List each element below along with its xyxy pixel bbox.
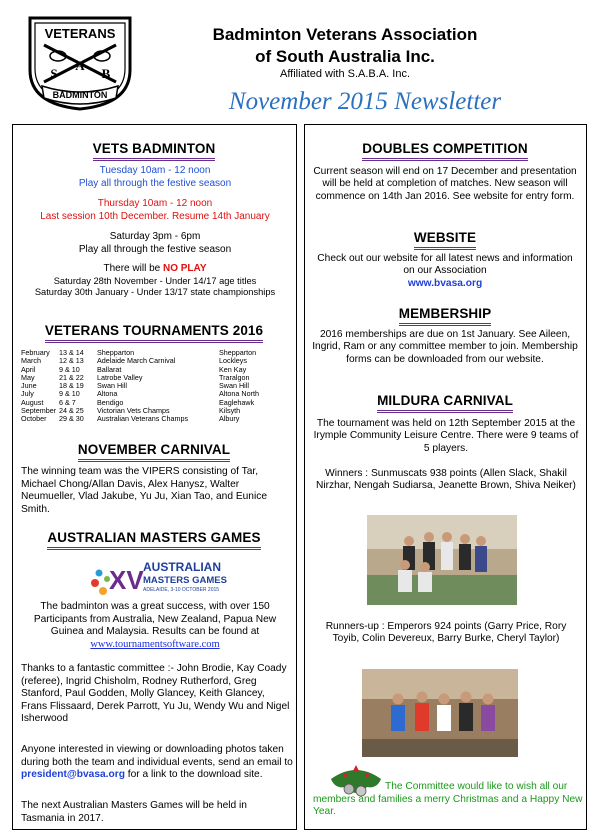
saturday-time: Saturday 3pm - 6pm xyxy=(109,231,201,242)
november-carnival-body: The winning team was the VIPERS consisting of Tar, Michael Chong/Allan Davis, Alex Hanysz, Walter Neumueller, Vlad Jakube, Yu Ju, Xian Tao, and Eunice Smith. xyxy=(21,466,267,515)
logo-top-text: VETERANS xyxy=(44,26,116,41)
tournament-event: Victorian Vets Champs xyxy=(97,406,170,416)
tournaments-heading: VETERANS TOURNAMENTS 2016 xyxy=(13,323,295,343)
masters-games-line2: MASTERS GAMES xyxy=(143,575,227,586)
website-url-link[interactable]: www.bvasa.org xyxy=(407,277,483,289)
association-logo xyxy=(24,12,136,112)
tournament-event: Shepparton xyxy=(97,348,135,357)
tournament-event: Ballarat xyxy=(97,364,122,374)
tournament-event: Bendigo xyxy=(97,397,124,407)
tournament-event: Adelaide March Carnival xyxy=(97,356,176,366)
tournament-venue: Albury xyxy=(219,414,240,424)
tournament-month: October xyxy=(21,414,47,424)
tournament-venue: Kilsyth xyxy=(219,406,241,416)
tournaments-table xyxy=(21,349,279,424)
tournament-dates: 29 & 30 xyxy=(59,414,84,424)
org-name xyxy=(160,24,530,68)
tournamentsoftware-link[interactable]: www.tournamentsoftware.com xyxy=(90,638,220,650)
masters-games-para1: The badminton was a great success, with over 150 Participants from Australia, New Zealand, Papua New Guinea and Malaysia. Results can be found at xyxy=(33,601,277,638)
org-name-line2: of South Australia Inc. xyxy=(255,47,435,66)
membership-heading: MEMBERSHIP xyxy=(305,306,585,326)
membership-body: 2016 memberships are due on 1st January. See Aileen, Ingrid, Ram or any committee member to join. Membership forms can be downloaded from our website. xyxy=(312,329,578,365)
tournament-venue: Traralgon xyxy=(219,372,250,382)
tournament-event: Australian Veterans Champs xyxy=(97,414,189,424)
tournament-dates: 12 & 13 xyxy=(59,356,84,366)
winners-team-photo xyxy=(367,515,517,605)
tournament-dates: 21 & 22 xyxy=(59,372,84,382)
masters-games-photos xyxy=(21,744,293,782)
tournament-month: March xyxy=(21,356,41,366)
masters-games-heading: AUSTRALIAN MASTERS GAMES xyxy=(13,530,295,550)
tournament-dates: 9 & 10 xyxy=(59,364,80,374)
tournament-dates: 9 & 10 xyxy=(59,389,80,399)
masters-games-committee: Thanks to a fantastic committee :- John Brodie, Kay Coady (referee), Ingrid Chisholm, Rodney Rutherford, Greg Stanford, Paul Godden, Molly Glancey, Keith Glancey, Frans Flissaard, Derek Parrott, Yu Ju, Wendy Wu and Nigel Isherwood xyxy=(21,663,290,725)
no-play-date-2: Saturday 30th January - Under 13/17 state championships xyxy=(34,286,276,297)
website-section xyxy=(315,253,575,290)
vets-badminton-schedule xyxy=(17,165,293,298)
masters-games-logo xyxy=(87,555,227,601)
thursday-time: Thursday 10am - 12 noon xyxy=(97,198,213,209)
right-column xyxy=(304,124,587,830)
tournament-month: August xyxy=(21,397,44,407)
left-column xyxy=(12,124,297,830)
vets-badminton-heading: VETS BADMINTON xyxy=(13,141,295,161)
no-play-prefix: There will be xyxy=(103,263,163,274)
newsletter-title: November 2015 Newsletter xyxy=(228,88,502,115)
tournament-venue: Altona North xyxy=(219,389,259,399)
doubles-body: Current season will end on 17 December and presentation will be held at completion of matches. New season will commence on 14th Jan 2016. See website for entry form. xyxy=(313,166,577,202)
christmas-message: The Committee would like to wish all our members and families a merry Christmas and a Happy New Year. xyxy=(313,781,583,818)
president-email-link[interactable]: president@bvasa.org xyxy=(21,769,125,781)
tournament-dates: 13 & 14 xyxy=(59,348,84,357)
tournament-venue: Lockleys xyxy=(219,356,247,366)
mildura-body: The tournament was held on 12th September 2015 at the Irymple Community Leisure Centre. There were 9 teams of 5 players. xyxy=(313,418,579,454)
mildura-winners: Winners : Sunmuscats 938 points (Allen Slack, Shakil Nirzhar, Nengah Sudiarsa, Jeanette Brown, Shiva Neiker) xyxy=(316,468,576,492)
tournament-month: September xyxy=(21,406,57,416)
tournament-event: Altona xyxy=(97,389,118,399)
logo-letter-a: A xyxy=(75,58,85,73)
tournament-venue: Swan Hill xyxy=(219,381,249,391)
logo-letter-b: B xyxy=(101,66,111,81)
tournament-month: July xyxy=(21,389,34,399)
tournament-month: May xyxy=(21,372,35,382)
tournament-event: Latrobe Valley xyxy=(97,372,143,382)
logo-bottom-text: BADMINTON xyxy=(52,90,108,100)
website-body: Check out our website for all latest news and information on our Association xyxy=(317,253,573,277)
saturday-note: Play all through the festive season xyxy=(78,243,232,255)
tournament-dates: 6 & 7 xyxy=(59,397,76,407)
no-play-date-1: Saturday 28th November - Under 14/17 age titles xyxy=(53,275,257,286)
november-carnival-heading: NOVEMBER CARNIVAL xyxy=(13,442,295,462)
tournament-row xyxy=(21,415,279,423)
affiliation-text: Affiliated with S.A.B.A. Inc. xyxy=(279,68,411,80)
logo-letter-s: S xyxy=(50,66,58,81)
tournament-venue: Ken Kay xyxy=(219,364,247,374)
photos-text-a: Anyone interested in viewing or downloading photos taken during both the team and individual events, send an email to xyxy=(21,744,293,768)
no-play-word: NO PLAY xyxy=(162,263,207,274)
runners-up-team-photo xyxy=(362,669,518,757)
photos-text-b: for a link to the download site. xyxy=(124,769,263,781)
tuesday-note: Play all through the festive season xyxy=(78,177,232,189)
tuesday-time: Tuesday 10am - 12 noon xyxy=(99,165,211,176)
mildura-heading: MILDURA CARNIVAL xyxy=(305,393,585,413)
tournament-month: June xyxy=(21,381,37,391)
no-play-notice xyxy=(17,263,293,276)
tournament-dates: 18 & 19 xyxy=(59,381,84,391)
website-heading: WEBSITE xyxy=(305,230,585,250)
tournament-venue: Eaglehawk xyxy=(219,397,255,407)
tournament-venue: Shepparton xyxy=(219,348,257,357)
doubles-heading: DOUBLES COMPETITION xyxy=(305,141,585,161)
masters-games-line3: ADELAIDE, 3-10 OCTOBER 2015 xyxy=(143,587,220,593)
thursday-note: Last session 10th December. Resume 14th January xyxy=(40,210,270,222)
tournament-month: April xyxy=(21,364,36,374)
tournament-month: February xyxy=(21,348,50,357)
masters-games-next: The next Australian Masters Games will be held in Tasmania in 2017. xyxy=(21,800,247,824)
tournament-dates: 24 & 25 xyxy=(59,406,84,416)
org-name-line1: Badminton Veterans Association xyxy=(212,25,478,44)
masters-games-results xyxy=(19,601,291,651)
tournament-event: Swan Hill xyxy=(97,381,127,391)
masters-games-numeral: XV xyxy=(109,565,144,595)
masters-games-line1: AUSTRALIAN xyxy=(143,560,221,574)
mildura-runners-up: Runners-up : Emperors 924 points (Garry Price, Rory Toyib, Colin Devereux, Barry Burke, Cheryl Taylor) xyxy=(325,621,567,645)
